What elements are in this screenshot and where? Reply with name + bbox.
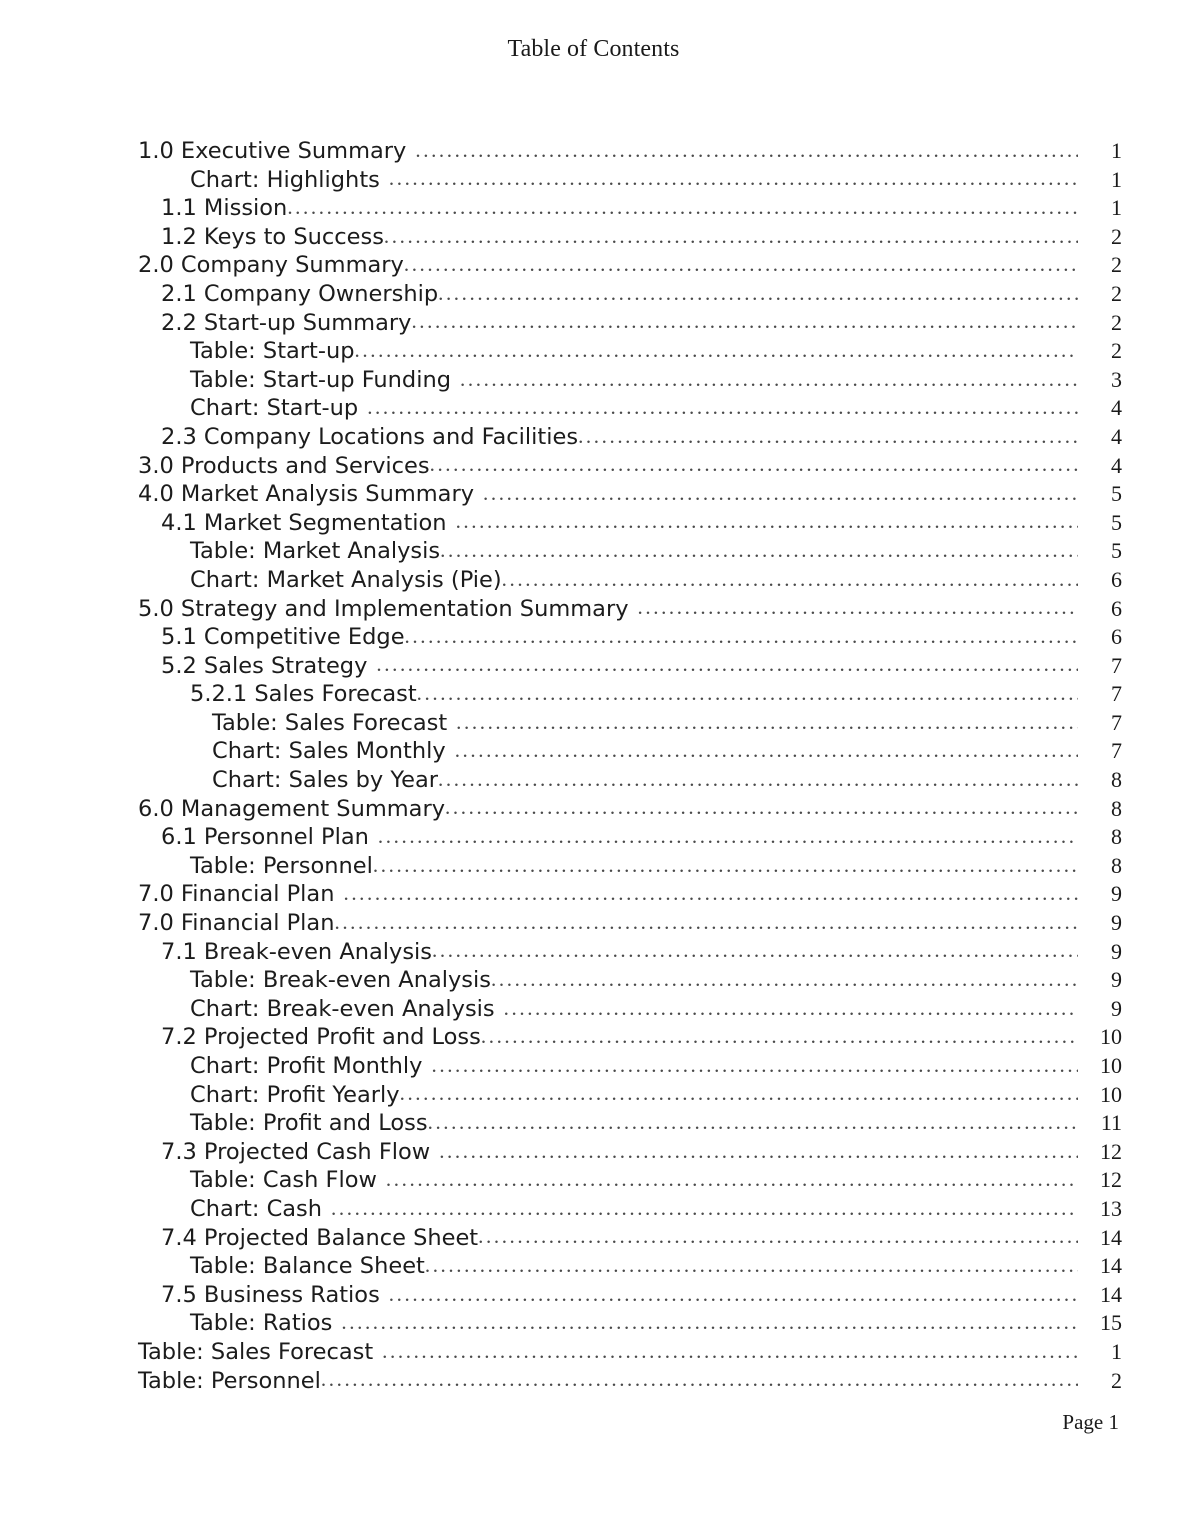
toc-entry-label: Chart: Sales by Year [212, 767, 438, 794]
toc-entry-page-number: 14 [1100, 1253, 1122, 1279]
toc-entry-page-number: 9 [1111, 967, 1122, 993]
toc-leader-dots [287, 196, 1078, 219]
toc-entry[interactable] [138, 796, 1122, 825]
toc-entry-page-number: 4 [1111, 395, 1122, 421]
table-of-contents-list [138, 138, 1122, 1396]
toc-entry-label: 7.5 Business Ratios [161, 1281, 380, 1308]
toc-entry[interactable] [138, 1225, 1122, 1254]
toc-entry[interactable] [138, 939, 1122, 968]
toc-entry-label: Chart: Profit Yearly [190, 1081, 400, 1108]
toc-entry[interactable] [138, 367, 1122, 396]
toc-entry-page-number: 1 [1111, 1338, 1122, 1364]
toc-entry-page-number: 5 [1111, 509, 1122, 535]
toc-entry[interactable] [138, 853, 1122, 882]
toc-leader-dots [425, 1254, 1078, 1277]
toc-leader-dots [451, 368, 1078, 391]
toc-entry-page-number: 10 [1100, 1053, 1122, 1078]
toc-entry-label: 7.4 Projected Balance Sheet [161, 1224, 479, 1251]
toc-entry-label: Table: Start-up [190, 338, 355, 365]
toc-entry-page-number: 12 [1100, 1138, 1122, 1164]
toc-entry[interactable] [138, 624, 1122, 653]
toc-leader-dots [428, 1111, 1078, 1134]
toc-entry-page-number: 9 [1111, 881, 1122, 907]
toc-leader-dots [445, 797, 1078, 820]
toc-entry-label: 7.0 Financial Plan [138, 910, 335, 937]
toc-entry-label: 1.2 Keys to Success [161, 223, 384, 250]
toc-entry-page-number: 7 [1111, 709, 1122, 735]
toc-leader-dots [332, 1311, 1078, 1334]
toc-entry-page-number: 4 [1111, 452, 1122, 478]
toc-entry[interactable] [138, 453, 1122, 482]
toc-entry-label: Chart: Start-up [190, 395, 359, 422]
toc-entry-page-number: 14 [1100, 1281, 1122, 1307]
toc-entry-label: 5.2.1 Sales Forecast [190, 681, 417, 708]
toc-leader-dots [321, 1369, 1078, 1392]
toc-leader-dots [438, 282, 1078, 305]
toc-entry[interactable] [138, 1253, 1122, 1282]
toc-entry[interactable] [138, 996, 1122, 1025]
toc-entry-page-number: 8 [1111, 795, 1122, 821]
toc-entry-label: 5.0 Strategy and Implementation Summary [138, 595, 629, 622]
toc-entry[interactable] [138, 338, 1122, 367]
toc-entry[interactable] [138, 395, 1122, 424]
toc-entry[interactable] [138, 195, 1122, 224]
toc-leader-dots [502, 568, 1078, 591]
toc-entry[interactable] [138, 910, 1122, 939]
toc-leader-dots [491, 968, 1078, 991]
toc-entry[interactable] [138, 824, 1122, 853]
toc-leader-dots [423, 1054, 1079, 1077]
toc-entry-label: Chart: Highlights [190, 166, 380, 193]
toc-leader-dots [406, 139, 1078, 162]
toc-entry-page-number: 1 [1111, 195, 1122, 221]
toc-leader-dots [411, 311, 1078, 334]
toc-entry-label: 1.0 Executive Summary [138, 138, 407, 164]
toc-leader-dots [417, 682, 1078, 705]
toc-entry[interactable] [138, 1310, 1122, 1339]
toc-entry[interactable] [138, 1110, 1122, 1139]
toc-entry-page-number: 7 [1111, 681, 1122, 707]
toc-entry-label: Table: Sales Forecast [138, 1338, 374, 1365]
toc-entry-page-number: 14 [1100, 1224, 1122, 1250]
toc-leader-dots [380, 1283, 1078, 1306]
toc-entry-page-number: 2 [1111, 252, 1122, 278]
toc-entry[interactable] [138, 1082, 1122, 1111]
toc-entry[interactable] [138, 681, 1122, 710]
toc-entry[interactable] [138, 281, 1122, 310]
toc-entry[interactable] [138, 138, 1122, 167]
toc-entry-page-number: 10 [1100, 1024, 1122, 1050]
toc-entry-label: Table: Balance Sheet [190, 1253, 425, 1280]
toc-entry-page-number: 7 [1111, 738, 1122, 764]
toc-entry-label: 4.1 Market Segmentation [161, 509, 447, 536]
toc-entry[interactable] [138, 653, 1122, 682]
toc-entry-page-number: 2 [1111, 223, 1122, 249]
toc-entry-label: Table: Ratios [190, 1310, 333, 1337]
toc-leader-dots [430, 454, 1078, 477]
toc-entry-page-number: 6 [1111, 624, 1122, 650]
toc-entry-label: Chart: Profit Monthly [190, 1053, 423, 1079]
toc-entry-page-number: 2 [1111, 280, 1122, 306]
toc-entry[interactable] [138, 1167, 1122, 1196]
toc-entry-label: Table: Cash Flow [190, 1167, 377, 1194]
toc-entry-page-number: 15 [1100, 1310, 1122, 1336]
toc-leader-dots [377, 1168, 1078, 1191]
toc-entry-page-number: 3 [1111, 366, 1122, 392]
toc-entry[interactable] [138, 310, 1122, 339]
toc-entry[interactable] [138, 167, 1122, 196]
toc-leader-dots [322, 1197, 1078, 1220]
toc-leader-dots [405, 625, 1078, 648]
toc-entry-label: Chart: Break-even Analysis [190, 995, 495, 1022]
toc-entry[interactable] [138, 767, 1122, 796]
toc-leader-dots [495, 997, 1078, 1020]
toc-entry-page-number: 8 [1111, 824, 1122, 850]
toc-entry-page-number: 8 [1111, 852, 1122, 878]
toc-entry[interactable] [138, 538, 1122, 567]
toc-entry-label: 4.0 Market Analysis Summary [138, 481, 475, 508]
toc-leader-dots [447, 511, 1078, 534]
toc-entry-label: Table: Sales Forecast [212, 709, 448, 736]
toc-leader-dots [334, 882, 1078, 905]
toc-entry-label: Chart: Sales Monthly [212, 738, 446, 765]
toc-leader-dots [355, 339, 1078, 362]
toc-entry-label: Table: Personnel [190, 852, 373, 879]
toc-entry-label: Table: Profit and Loss [190, 1110, 428, 1137]
toc-leader-dots [369, 825, 1078, 848]
toc-leader-dots [440, 539, 1078, 562]
toc-entry-label: 2.3 Company Locations and Facilities [161, 423, 579, 450]
toc-leader-dots [474, 482, 1078, 505]
toc-leader-dots [578, 425, 1078, 448]
toc-entry[interactable] [138, 424, 1122, 453]
toc-entry-page-number: 10 [1100, 1081, 1122, 1107]
toc-entry[interactable] [138, 710, 1122, 739]
toc-entry-label: Table: Start-up Funding [190, 366, 452, 393]
toc-leader-dots [400, 1083, 1078, 1106]
toc-entry-label: 7.2 Projected Profit and Loss [161, 1024, 481, 1051]
toc-entry-label: 7.1 Break-even Analysis [161, 938, 433, 965]
toc-leader-dots [446, 739, 1078, 762]
toc-leader-dots [367, 654, 1078, 677]
toc-entry-page-number: 1 [1111, 138, 1122, 163]
toc-leader-dots [432, 940, 1078, 963]
toc-entry-page-number: 1 [1111, 166, 1122, 192]
toc-entry-page-number: 6 [1111, 595, 1122, 621]
toc-entry[interactable] [138, 510, 1122, 539]
toc-entry-page-number: 12 [1100, 1167, 1122, 1193]
toc-entry-page-number: 6 [1111, 566, 1122, 592]
toc-entry[interactable] [138, 1196, 1122, 1225]
toc-entry[interactable] [138, 481, 1122, 510]
toc-leader-dots [430, 1140, 1078, 1163]
toc-entry-page-number: 5 [1111, 481, 1122, 507]
toc-entry[interactable] [138, 1368, 1122, 1397]
toc-entry-label: 7.0 Financial Plan [138, 881, 335, 908]
toc-entry-label: 2.2 Start-up Summary [161, 309, 412, 336]
toc-entry-page-number: 2 [1111, 338, 1122, 364]
toc-entry[interactable] [138, 224, 1122, 253]
toc-leader-dots [629, 597, 1078, 620]
toc-entry[interactable] [138, 738, 1122, 767]
toc-entry-label: 3.0 Products and Services [138, 452, 430, 479]
toc-entry[interactable] [138, 967, 1122, 996]
toc-entry[interactable] [138, 881, 1122, 910]
toc-entry[interactable] [138, 596, 1122, 625]
toc-entry[interactable] [138, 567, 1122, 596]
toc-leader-dots [447, 711, 1078, 734]
toc-entry-page-number: 2 [1111, 309, 1122, 335]
toc-leader-dots [373, 854, 1078, 877]
toc-entry-label: 7.3 Projected Cash Flow [161, 1138, 431, 1165]
toc-entry-label: 5.2 Sales Strategy [161, 652, 368, 679]
toc-entry-page-number: 13 [1100, 1195, 1122, 1221]
toc-entry-label: 5.1 Competitive Edge [161, 624, 405, 651]
toc-leader-dots [358, 396, 1078, 419]
toc-leader-dots [373, 1340, 1078, 1363]
toc-entry-label: Chart: Cash [190, 1195, 323, 1222]
toc-entry-page-number: 8 [1111, 767, 1122, 793]
toc-entry[interactable] [138, 252, 1122, 281]
toc-entry-page-number: 7 [1111, 652, 1122, 678]
toc-leader-dots [384, 225, 1078, 248]
toc-entry-label: 6.0 Management Summary [138, 795, 446, 822]
toc-entry-label: 1.1 Mission [161, 195, 288, 222]
toc-leader-dots [404, 253, 1078, 276]
toc-entry-label: 2.1 Company Ownership [161, 280, 439, 307]
toc-entry-label: Chart: Market Analysis (Pie) [190, 566, 502, 593]
toc-entry[interactable] [138, 1339, 1122, 1368]
toc-entry-page-number: 4 [1111, 423, 1122, 449]
toc-leader-dots [334, 911, 1078, 934]
page-footer: Page 1 [1062, 1410, 1119, 1434]
toc-entry[interactable] [138, 1053, 1122, 1082]
toc-entry-page-number: 5 [1111, 538, 1122, 564]
toc-entry-page-number: 9 [1111, 995, 1122, 1021]
toc-entry[interactable] [138, 1139, 1122, 1168]
toc-leader-dots [380, 168, 1078, 191]
toc-entry-label: 2.0 Company Summary [138, 252, 404, 279]
toc-entry[interactable] [138, 1024, 1122, 1053]
toc-entry-page-number: 9 [1111, 938, 1122, 964]
toc-leader-dots [481, 1025, 1078, 1048]
toc-entry-label: Table: Break-even Analysis [190, 967, 492, 994]
toc-entry-page-number: 2 [1111, 1367, 1122, 1393]
page-title: Table of Contents [507, 36, 680, 62]
toc-leader-dots [438, 768, 1078, 791]
toc-entry-label: Table: Personnel [138, 1367, 321, 1394]
toc-entry-label: 6.1 Personnel Plan [161, 824, 369, 851]
toc-leader-dots [478, 1226, 1078, 1249]
toc-entry-label: Table: Market Analysis [190, 538, 441, 565]
toc-entry-page-number: 11 [1100, 1110, 1122, 1136]
toc-entry-page-number: 9 [1111, 910, 1122, 936]
toc-entry[interactable] [138, 1282, 1122, 1311]
